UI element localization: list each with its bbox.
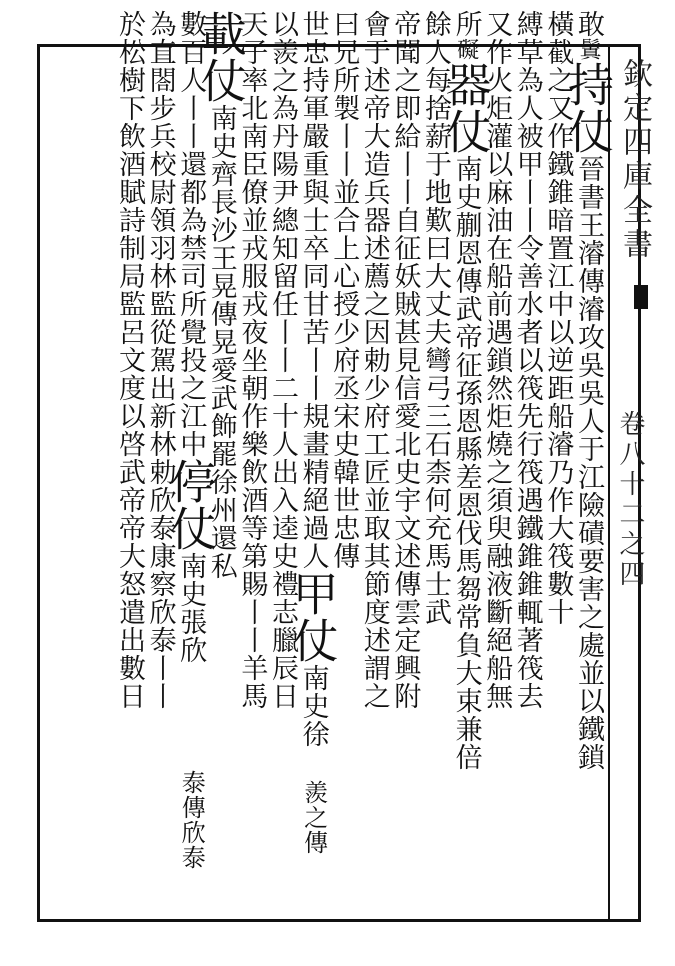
entry-heading: 持仗 — [561, 61, 615, 155]
text-segment: 南史徐 — [297, 664, 329, 748]
text-segment: 橫截之又作鐵錐暗置江中以逆距船濬乃作大筏數十 — [542, 10, 574, 626]
text-segment: 世忠持軍嚴重與士卒同甘苦丨丨規畫精絕過人 — [297, 10, 329, 570]
text-segment: 會于述帝大造兵器述薦之因勅少府工匠並取其節度述謂之 — [358, 10, 390, 710]
text-segment: 泰傳欣泰 — [177, 770, 206, 870]
text-segment: 數百人丨丨還都為禁司所覺投之江中 — [175, 10, 207, 458]
book-title: 欽定四庫全書 — [617, 58, 652, 262]
entry-heading: 甲仗 — [285, 570, 340, 664]
text-segment: 帝聞之即給丨丨自征妖賊甚見信愛北史宇文述傳雲定興附 — [389, 10, 421, 710]
text-segment: 羨之傳 — [299, 780, 328, 855]
text-column — [264, 10, 300, 710]
text-segment: 南史張欣 — [175, 552, 207, 664]
text-segment: 以羨之為丹陽尹總知留任丨丨二十人出入逵史禮志臘辰日 — [267, 10, 298, 710]
text-column — [356, 10, 392, 710]
text-segment: 敢 — [573, 10, 604, 38]
text-column — [417, 10, 453, 626]
entry-heading: 停仗 — [163, 458, 218, 552]
text-column — [111, 10, 147, 710]
chapter-marker: 卷八十二之四 — [615, 410, 645, 590]
text-segment: 鬒 — [576, 38, 601, 61]
text-column — [561, 10, 615, 771]
text-segment: 又作火炬灌以麻油在船前遇鎖然炬燒之須臾融液斷絕船無 — [481, 10, 513, 710]
text-column-inset — [293, 780, 329, 855]
entry-heading: 載仗 — [193, 10, 248, 104]
text-segment: 為直閤步兵校尉領羽林監從駕出新林勅欣泰康察欣泰丨丨 — [144, 10, 176, 710]
text-segment: 南史蒯恩傳武帝征孫恩縣差恩伐馬芻常負大束兼倍 — [450, 155, 482, 771]
text-segment: 曰兄所製丨丨並合上心授少府丞宋史韓世忠傳 — [328, 10, 360, 570]
text-segment: 縛草為人被甲丨丨令善水者以筏先行筏遇鐵錐錐輒著筏去 — [511, 10, 543, 710]
entry-heading: 器仗 — [438, 61, 493, 155]
fishtail-mark — [634, 285, 648, 309]
text-segment: 南史齊長沙王晃傳晃愛武飾罷徐州還私 — [205, 104, 237, 580]
text-segment: 晉書王濬傳濬攻吳吳人于江險磧要害之處並以鐵鎖 — [573, 155, 604, 771]
text-segment: 天子率北南臣僚並戎服戎夜坐朝作樂飲酒等第賜丨丨羊馬 — [236, 10, 268, 710]
text-segment: 所 — [450, 10, 482, 38]
text-column-inset — [170, 770, 206, 870]
text-segment: 餘人每捨薪于地歎曰大丈夫彎弓三石柰何充馬士武 — [420, 10, 451, 626]
text-segment: 礙 — [453, 38, 479, 61]
text-segment: 於松樹下飲酒賦詩制局監呂文度以啓武帝帝大怒遣出數日 — [114, 10, 145, 710]
margin-divider — [608, 44, 610, 922]
text-column — [509, 10, 545, 710]
